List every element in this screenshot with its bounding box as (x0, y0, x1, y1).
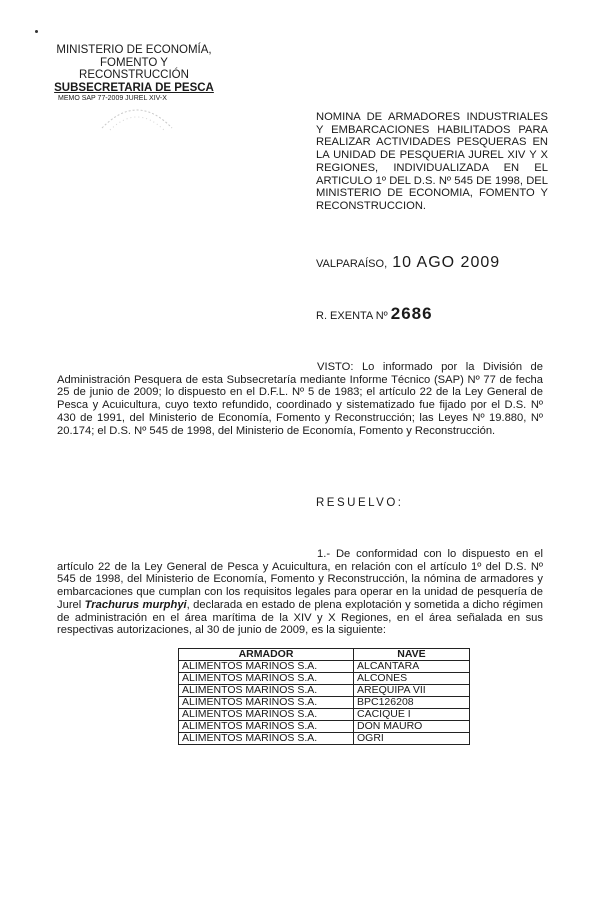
table-row (179, 661, 470, 673)
table-header-row (179, 649, 470, 661)
scan-mark (35, 30, 38, 33)
paragraph-1-text-after: , declarada en estado de plena explotación y sometida a dicho régimen de administración en el área marítima de la XIV y X Regiones, en el área señalada en sus respectivas autorizaciones, al 30 de junio de 2009, es la siguiente: (57, 598, 543, 637)
armador-cell: ALIMENTOS MARINOS S.A. (179, 661, 354, 673)
nave-cell: AREQUIPA VII (354, 685, 470, 697)
nave-cell: DON MAURO (354, 721, 470, 733)
armador-cell: ALIMENTOS MARINOS S.A. (179, 733, 354, 745)
table-row (179, 709, 470, 721)
place-label: VALPARAÍSO, (316, 258, 388, 270)
nave-cell: CACIQUE I (354, 709, 470, 721)
document-title: NOMINA DE ARMADORES INDUSTRIALES Y EMBARCACIONES HABILITADOS PARA REALIZAR ACTIVIDADES PESQUERAS EN LA UNIDAD DE PESQUERIA JUREL XIV Y X REGIONES, INDIVIDUALIZADA EN EL ARTICULO 1º DEL D.S. Nº 545 DE 1998, DEL MINISTERIO DE ECONOMIA, FOMENTO Y RECONSTRUCCION. (316, 111, 548, 212)
armador-cell: ALIMENTOS MARINOS S.A. (179, 685, 354, 697)
column-header-armador: ARMADOR (179, 649, 354, 661)
letterhead (48, 44, 220, 103)
armador-cell: ALIMENTOS MARINOS S.A. (179, 709, 354, 721)
ministry-line-2: FOMENTO Y RECONSTRUCCIÓN (79, 56, 189, 81)
table-row (179, 721, 470, 733)
table-row (179, 733, 470, 745)
resolution-number: 2686 (390, 304, 433, 323)
resolution-paragraph-1 (57, 548, 543, 637)
faint-seal-stamp (96, 98, 178, 138)
visto-paragraph: VISTO: Lo informado por la División de Administración Pesquera de esta Subsecretaría mediante Informe Técnico (SAP) Nº 77 de fecha 25 de junio de 2009; lo dispuesto en el D.F.L. Nº 5 de 1983; el artículo 22 de la Ley General de Pesca y Acuicultura, cuyo texto refundido, coordinado y sistematizado fue fijado por el D.S. Nº 430 de 1991, del Ministerio de Economía, Fomento y Reconstrucción; las Leyes Nº 19.880, Nº 20.174; el D.S. Nº 545 de 1998, del Ministerio de Economía, Fomento y Reconstrucción. (57, 361, 543, 437)
column-header-nave: NAVE (354, 649, 470, 661)
memo-reference: MEMO SAP 77-2009 JUREL XIV-X (58, 95, 167, 102)
table-row (179, 673, 470, 685)
armadores-table (178, 648, 470, 745)
armador-cell: ALIMENTOS MARINOS S.A. (179, 673, 354, 685)
table-row (179, 697, 470, 709)
nave-cell: ALCONES (354, 673, 470, 685)
resolution-number-line (316, 304, 433, 324)
resolution-label: R. EXENTA Nº (316, 310, 388, 322)
resuelvo-heading: RESUELVO: (316, 497, 404, 509)
paragraph-1-text-before: 1.- De conformidad con lo dispuesto en el artículo 22 de la Ley General de Pesca y Acuicultura, en relación con el artículo 1º del D.S. Nº 545 de 1998, del Ministerio de Economía, Fomento y Reconstrucción, la nómina de armadores y embarcaciones que cumplan con los requisitos legales para operar en la unidad de pesquería de Jurel (57, 548, 543, 611)
date-stamp: 10 AGO 2009 (392, 254, 501, 271)
nave-cell: OGRI (354, 733, 470, 745)
place-date (316, 254, 500, 272)
subsecretaria-line: SUBSECRETARIA DE PESCA (54, 81, 214, 94)
armador-cell: ALIMENTOS MARINOS S.A. (179, 697, 354, 709)
species-name: Trachurus murphyi (84, 598, 187, 611)
armador-cell: ALIMENTOS MARINOS S.A. (179, 721, 354, 733)
nave-cell: ALCANTARA (354, 661, 470, 673)
nave-cell: BPC126208 (354, 697, 470, 709)
ministry-line-1: MINISTERIO DE ECONOMÍA, (56, 44, 212, 56)
table-row (179, 685, 470, 697)
